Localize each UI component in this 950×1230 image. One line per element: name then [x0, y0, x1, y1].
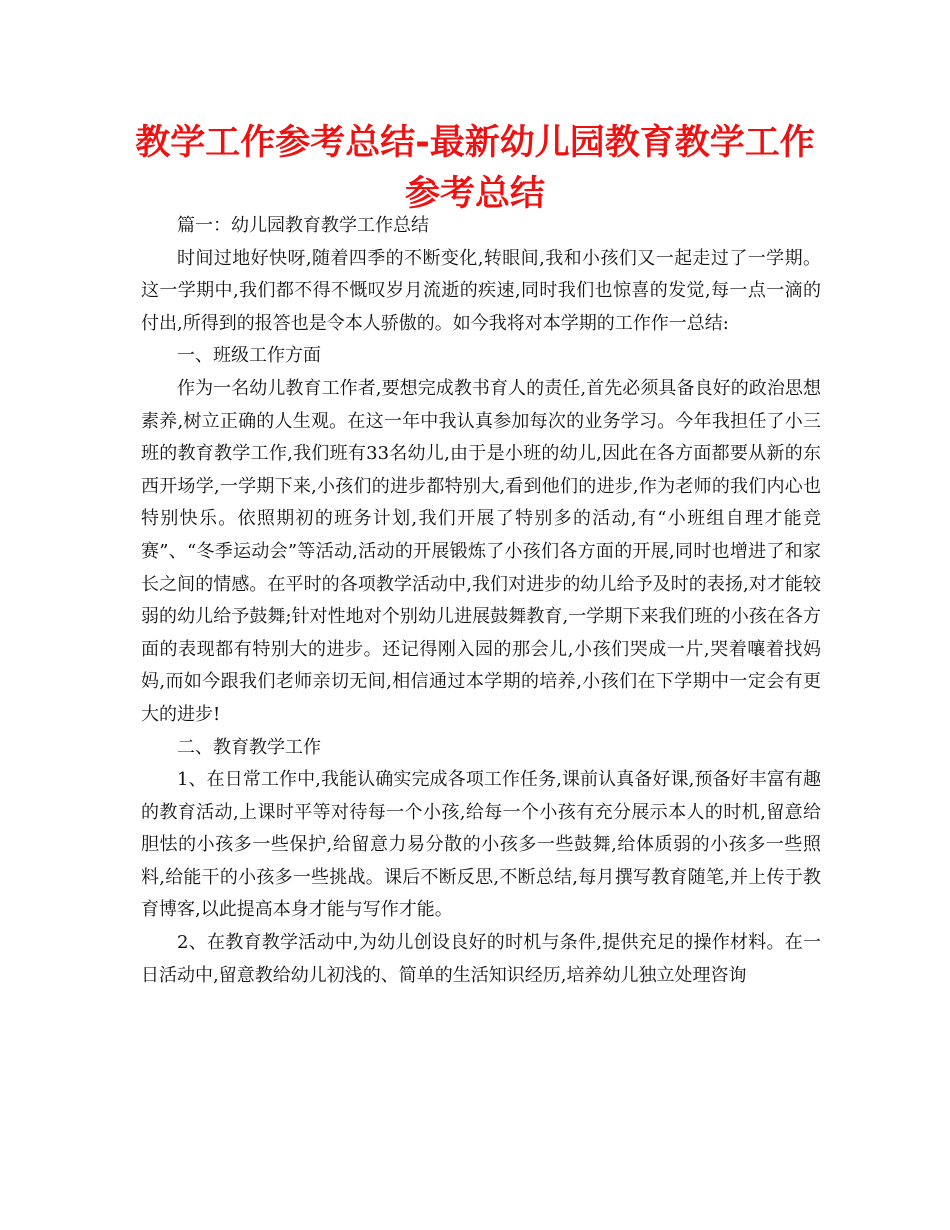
document-body: [141, 210, 821, 992]
paragraph: 2、在教育教学活动中,为幼儿创设良好的时机与条件,提供充足的操作材料。在一日活动中,留意教给幼儿初浅的、简单的生活知识经历,培养幼儿独立处理咨询: [141, 932, 821, 986]
section-heading: 二、教育教学工作: [177, 736, 321, 758]
section-heading: 篇一：幼儿园教育教学工作总结: [177, 215, 429, 236]
section-heading: 一、班级工作方面: [177, 345, 321, 367]
document-title: 教学工作参考总结-最新幼儿园教育教学工作参考总结: [135, 123, 815, 214]
paragraph: 时间过地好快呀,随着四季的不断变化,转眼间,我和小孩们又一起走过了一学期。这一学期中,我们都不得不慨叹岁月流逝的疾速,同时我们也惊喜的发觉,每一点一滴的付出,所得到的报答也是令本人骄傲的。如今我将对本学期的工作作一总结:: [141, 247, 821, 334]
paragraph: 1、在日常工作中,我能认确实完成各项工作任务,课前认真备好课,预备好丰富有趣的教育活动,上课时平等对待每一个小孩,给每一个小孩有充分展示本人的时机,留意给胆怯的小孩多一些保护,给留意力易分散的小孩多一些鼓舞,给体质弱的小孩多一些照料,给能干的小孩多一些挑战。课后不断反思,不断总结,每月撰写教育随笔,并上传于教育博客,以此提高本身才能与写作才能。: [141, 769, 821, 921]
paragraph: 作为一名幼儿教育工作者,要想完成教书育人的责任,首先必须具备良好的政治思想素养,树立正确的人生观。在这一年中我认真参加每次的业务学习。今年我担任了小三班的教育教学工作,我们班有33名幼儿,由于是小班的幼儿,因此在各方面都要从新的东西开场学,一学期下来,小孩们的进步都特别大,看到他们的进步,作为老师的我们内心也特别快乐。依照期初的班务计划,我们开展了特别多的活动,有“小班组自理才能竞赛”、“冬季运动会”等活动,活动的开展锻炼了小孩们各方面的开展,同时也增进了和家长之间的情感。在平时的各项教学活动中,我们对进步的幼儿给予及时的表扬,对才能较弱的幼儿给予鼓舞;针对性地对个别幼儿进展鼓舞教育,一学期下来我们班的小孩在各方面的表现都有特别大的进步。还记得刚入园的那会儿,小孩们哭成一片,哭着嚷着找妈妈,而如今跟我们老师亲切无间,相信通过本学期的培养,小孩们在下学期中一定会有更大的进步!: [141, 377, 821, 725]
